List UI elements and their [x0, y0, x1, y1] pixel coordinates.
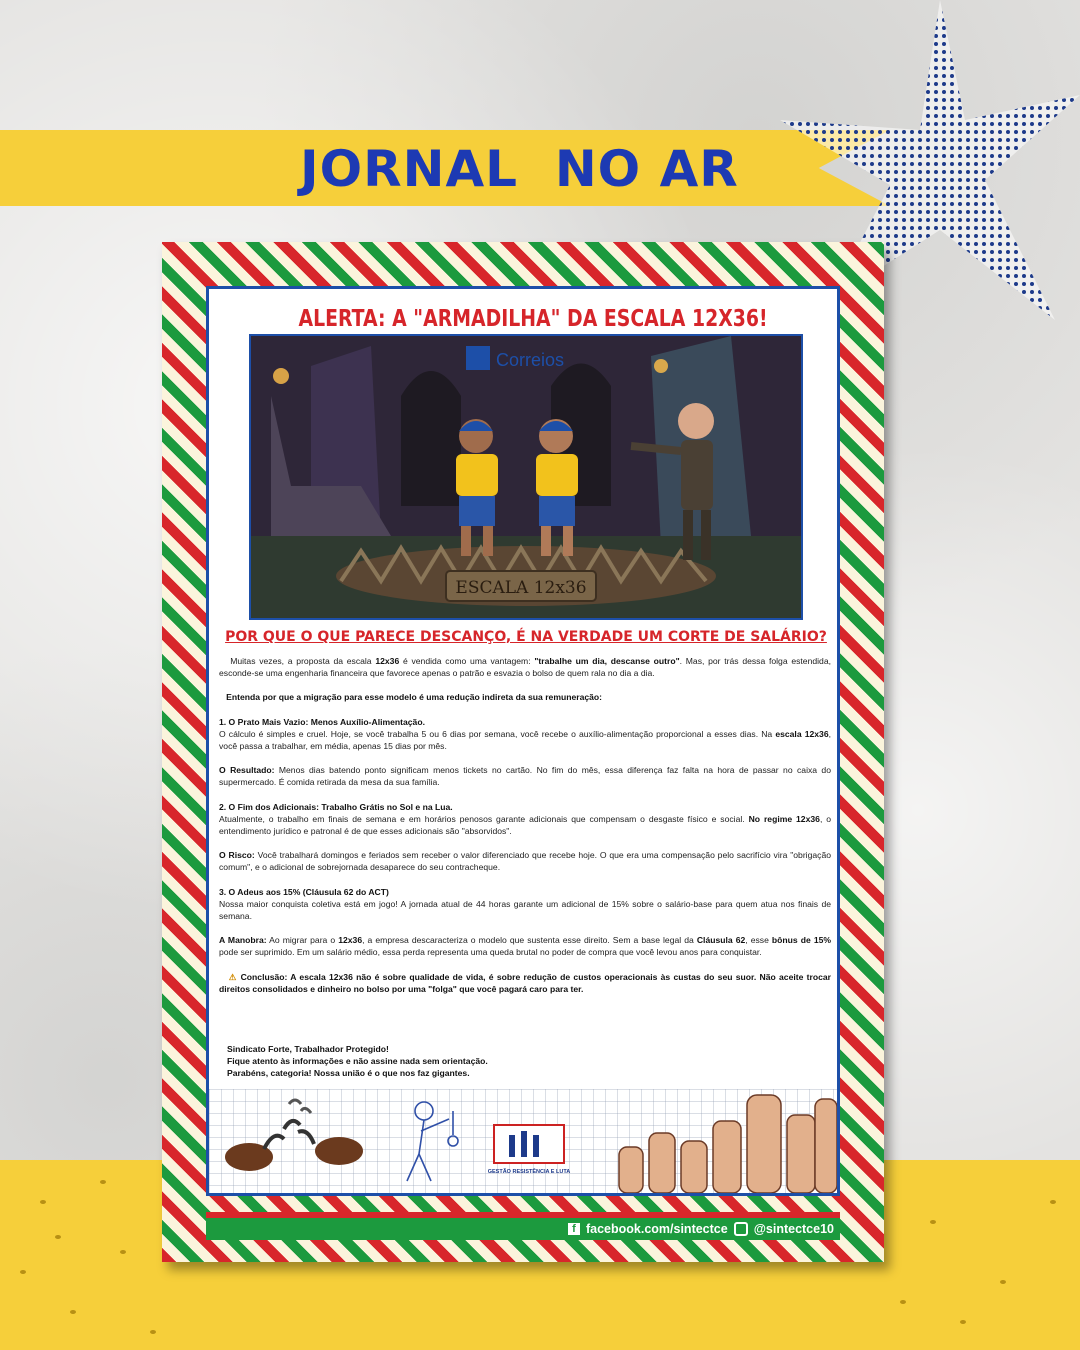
section-2-risk: O Risco: Você trabalhará domingos e feriados sem receber o valor diferenciado que recebe hoje. O que era uma compensação pelo sacrifício vira "obrigação comum", e o adicional de sobrejornada desaparece do seu contracheque. — [219, 850, 831, 873]
instagram-icon — [734, 1222, 748, 1236]
footer-bar — [206, 1218, 840, 1240]
broken-chains-icon — [225, 1100, 363, 1171]
illustration-scene — [251, 336, 801, 618]
section-3-title: 3. O Adeus aos 15% (Cláusula 62 do ACT) — [219, 886, 389, 897]
section-2-title: 2. O Fim dos Adicionais: Trabalho Grátis no Sol e na Lua. — [219, 801, 453, 812]
social-links — [568, 1220, 834, 1238]
stick-figure-icon — [407, 1102, 458, 1181]
union-logo — [488, 1125, 571, 1175]
facebook-icon: f — [568, 1223, 580, 1235]
facebook-link[interactable]: facebook.com/sintectce — [585, 1222, 728, 1236]
correios-logo: Correios — [496, 350, 565, 370]
raised-fists-icon — [619, 1095, 837, 1193]
section-1-paragraph: O cálculo é simples e cruel. Hoje, se você trabalha 5 ou 6 dias por semana, você recebe o auxílio-alimentação proporcional a esses dias. Na escala 12x36, você passa a trabalhar, em média, apenas 15 dias por mês. — [219, 728, 831, 752]
subhead: POR QUE O QUE PARECE DESCANÇO, É NA VERDADE UM CORTE DE SALÁRIO? — [225, 629, 827, 645]
banner-title: JORNAL NO AR — [300, 140, 739, 198]
newsletter-content — [206, 286, 840, 1196]
warning-icon: ⚠ — [228, 971, 238, 982]
signoff: Sindicato Forte, Trabalhador Protegido! Fique atento às informações e não assine nada sem orientação. Parabéns, categoria! Nossa união é o que nos faz gigantes. — [227, 1044, 488, 1079]
section-2-paragraph: Atualmente, o trabalho em finais de semana e em horários penosos garante adicionais que compensam o desgaste físico e social. No regime 12x36, o entendimento jurídico e patronal é de que esses adicionais são "absorvidos". — [219, 813, 832, 837]
headline — [279, 301, 779, 337]
section-1-result: O Resultado: Menos dias batendo ponto significam menos tickets no cartão. No fim do mês, essa diferença faz falta na hora de passar no caixa do supermercado. É comida retirada da mesa da sua família. — [219, 765, 831, 788]
article-body — [219, 655, 831, 1007]
section-3-manobra: A Manobra: Ao migrar para o 12x36, a empresa descaracteriza o modelo que sustenta esse direito. Sem a base legal da Cláusula 62, esse bônus de 15% pode ser suprimido. Em um salário médio, essa perda representa uma queda brutal no poder de compra que você levou anos para conquistar. — [219, 935, 832, 958]
newsletter-page — [162, 242, 884, 1262]
section-1-title: 1. O Prato Mais Vazio: Menos Auxílio-Alimentação. — [219, 716, 425, 727]
intro-paragraph: Muitas vezes, a proposta da escala 12x36 é vendida como uma vantagem: "trabalhe um dia, descanse outro". Mas, por trás dessa folga estendida, esconde-se uma engenharia financeira que favorece apenas o patrão e esvazia o bolso de quem rala no dia a dia. — [219, 656, 831, 679]
union-logo-caption: GESTÃO RESISTÊNCIA E LUTA — [487, 1169, 571, 1175]
section-3-paragraph: Nossa maior conquista coletiva está em jogo! A jornada atual de 44 horas garante um adicional de 15% sobre o salário-base para quem atua nos finais de semana. — [219, 898, 831, 922]
bottom-illustrations — [209, 1089, 837, 1193]
bottom-art-svg — [209, 1089, 837, 1193]
cartoon-illustration — [249, 334, 803, 620]
instagram-link[interactable]: @sintectce10 — [753, 1222, 834, 1236]
conclusion-paragraph: ⚠ Conclusão: A escala 12x36 não é sobre qualidade de vida, é sobre redução de custos operacionais às custas do seu suor. Não aceite trocar direitos consolidados e dinheiro no bolso por uma "folga" que você pagará caro para ter. — [219, 971, 831, 994]
lead-paragraph: Entenda por que a migração para esse modelo é uma redução indireta da sua remuneração: — [226, 692, 603, 703]
headline-text: ALERTA: A "ARMADILHA" DA ESCALA 12X36! — [298, 306, 768, 332]
trap-sign: ESCALA 12x36 — [455, 578, 587, 598]
